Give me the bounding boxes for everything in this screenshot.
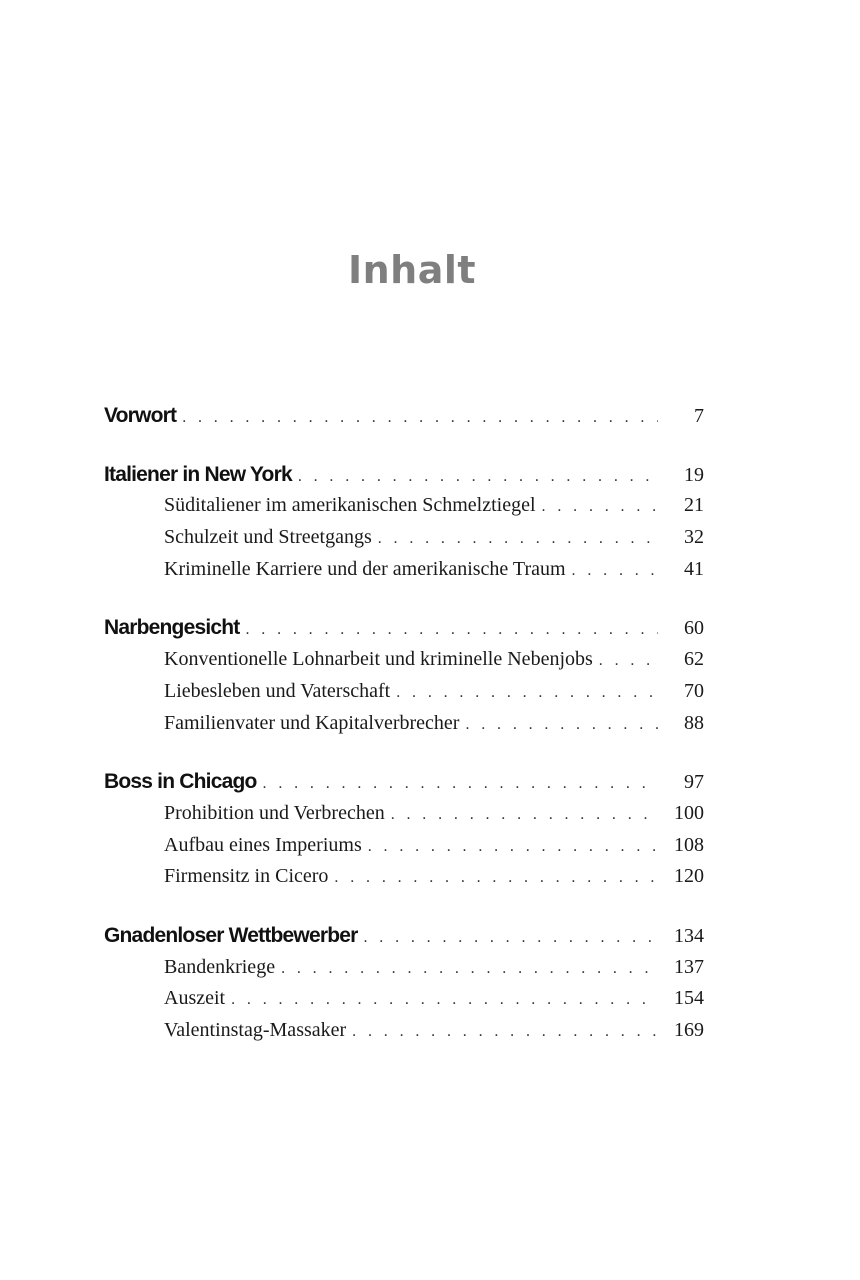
toc-chapter [104, 920, 704, 1047]
toc-section-entry [104, 830, 704, 862]
dot-leader [334, 862, 658, 894]
toc-page-number: 137 [674, 955, 704, 978]
toc-section-title: Kriminelle Karriere und der amerikanische Traum [164, 557, 566, 580]
toc-chapter-title: Boss in Chicago [104, 770, 257, 794]
toc-chapter [104, 766, 704, 893]
toc-page-number: 32 [684, 526, 704, 549]
toc-section-title: Bandenkriege [164, 955, 276, 978]
toc-section-title: Konventionelle Lohnarbeit und kriminelle Nebenjobs [164, 648, 593, 671]
table-of-contents [104, 400, 704, 1074]
toc-page-number: 7 [694, 405, 704, 427]
dot-leader [182, 402, 658, 434]
toc-chapter-title: Italiener in New York [104, 462, 292, 486]
toc-chapter-entry [104, 920, 704, 952]
toc-page-number: 134 [674, 924, 704, 947]
dot-leader [391, 799, 658, 831]
toc-section-entry [104, 490, 704, 522]
dot-leader [231, 984, 658, 1016]
toc-section-title: Auszeit [164, 987, 226, 1010]
toc-section-entry [104, 798, 704, 830]
toc-chapter-entry [104, 459, 704, 491]
toc-page-number: 41 [684, 557, 704, 580]
toc-page-number: 62 [684, 648, 704, 671]
toc-page-number: 19 [684, 463, 704, 486]
toc-section-entry [104, 983, 704, 1015]
dot-leader [363, 922, 658, 954]
page-title: Inhalt [347, 248, 477, 292]
toc-chapter-entry [104, 612, 704, 644]
toc-section-title: Aufbau eines Imperiums [164, 833, 362, 856]
toc-section-entry [104, 554, 704, 586]
toc-page-number: 120 [674, 865, 704, 888]
dot-leader [465, 709, 658, 741]
toc-section-title: Familienvater und Kapitalverbrecher [164, 711, 460, 734]
toc-chapter-title: Gnadenloser Wettbewerber [104, 923, 358, 947]
toc-page-number: 88 [684, 711, 704, 734]
toc-section-title: Prohibition und Verbrechen [164, 801, 385, 824]
toc-page-number: 169 [674, 1019, 704, 1041]
toc-chapter [104, 400, 704, 432]
toc-chapter-title: Vorwort [104, 404, 177, 427]
dot-leader [368, 831, 658, 863]
toc-chapter-entry [104, 400, 704, 432]
toc-page-number: 21 [684, 494, 704, 517]
dot-leader [572, 555, 658, 587]
dot-leader [378, 523, 658, 555]
dot-leader [352, 1016, 658, 1048]
toc-section-title: Firmensitz in Cicero [164, 865, 329, 888]
toc-page-number: 97 [684, 771, 704, 794]
dot-leader [298, 461, 658, 493]
dot-leader [542, 491, 658, 523]
toc-page-number: 60 [684, 617, 704, 640]
toc-chapter [104, 612, 704, 739]
toc-page-number: 70 [684, 679, 704, 702]
toc-section-entry [104, 522, 704, 554]
dot-leader [281, 953, 658, 985]
toc-section-entry [104, 1015, 704, 1047]
toc-section-entry [104, 861, 704, 893]
toc-section-entry [104, 644, 704, 676]
dot-leader [599, 645, 658, 677]
toc-section-entry [104, 952, 704, 984]
toc-page-number: 108 [674, 833, 704, 856]
toc-chapter [104, 459, 704, 586]
toc-section-entry [104, 676, 704, 708]
toc-chapter-title: Narbengesicht [104, 616, 240, 640]
toc-chapter-entry [104, 766, 704, 798]
toc-page-number: 100 [674, 801, 704, 824]
toc-section-title: Liebesleben und Vaterschaft [164, 679, 391, 702]
toc-section-title: Valentinstag-Massaker [164, 1019, 347, 1041]
dot-leader [263, 768, 658, 800]
toc-page-number: 154 [674, 987, 704, 1010]
dot-leader [396, 677, 658, 709]
dot-leader [245, 614, 658, 646]
toc-section-title: Schulzeit und Streetgangs [164, 526, 372, 549]
toc-section-entry [104, 708, 704, 740]
toc-section-title: Süditaliener im amerikanischen Schmelztiegel [164, 494, 536, 517]
